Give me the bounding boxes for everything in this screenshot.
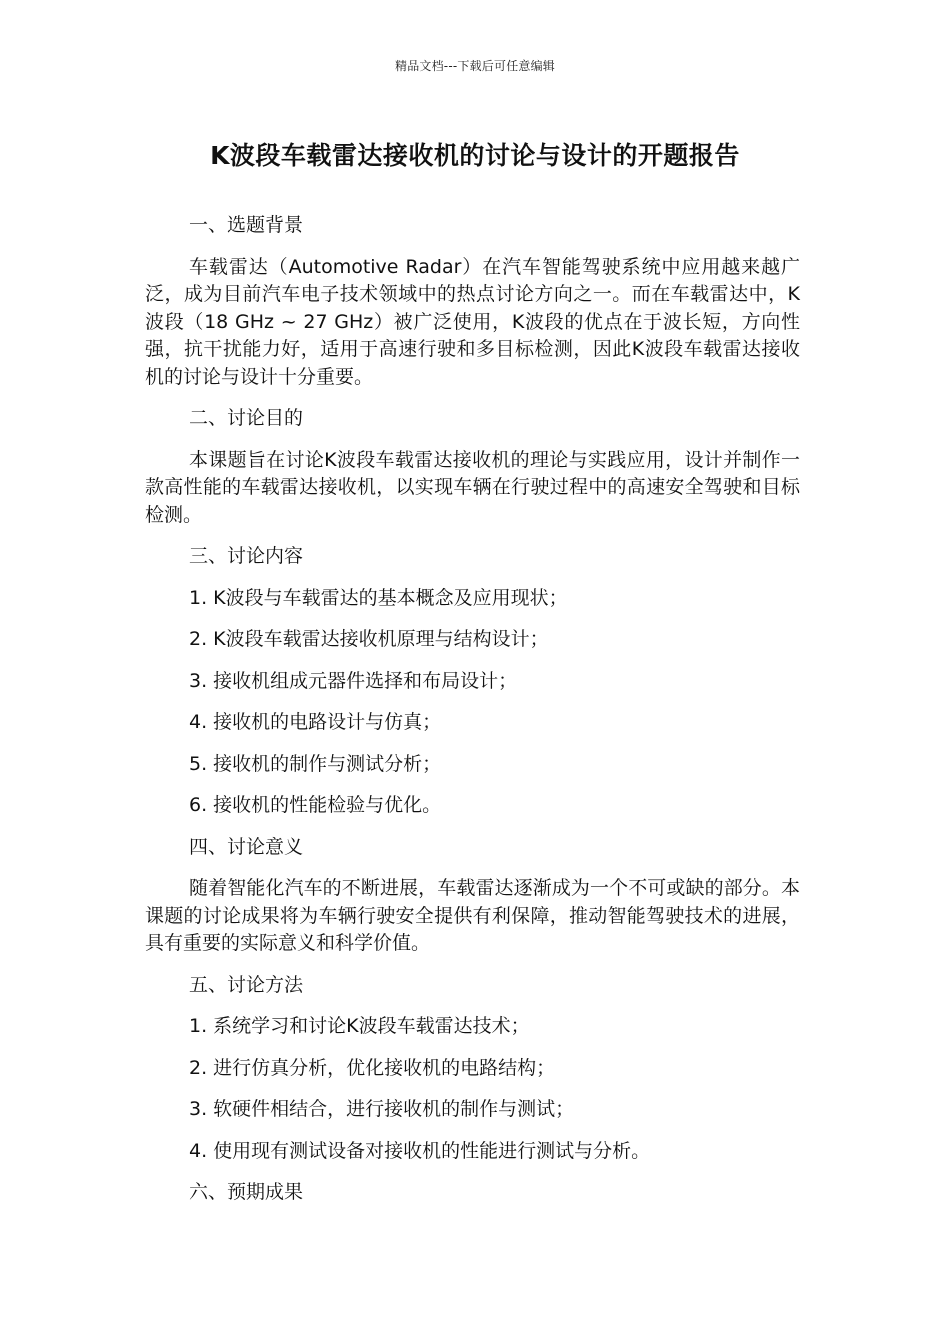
section-heading-content: 三、讨论内容: [189, 545, 304, 567]
document-body: [145, 212, 800, 1207]
section-heading-background: 一、选题背景: [189, 214, 304, 236]
list-item: 3. 接收机组成元器件选择和布局设计；: [189, 669, 518, 692]
header-note: 精品文档---下载后可任意编辑: [395, 59, 555, 73]
list-item: 1. 系统学习和讨论K波段车载雷达技术；: [189, 1015, 530, 1037]
list-item: 6. 接收机的性能检验与优化。: [189, 794, 442, 816]
list-item: 2. 进行仿真分析，优化接收机的电路结构；: [189, 1056, 556, 1079]
document-title: K波段车载雷达接收机的讨论与设计的开题报告: [210, 141, 740, 170]
list-item: 3. 软硬件相结合，进行接收机的制作与测试；: [189, 1098, 575, 1120]
list-item: 4. 使用现有测试设备对接收机的性能进行测试与分析。: [189, 1139, 651, 1162]
section-heading-methods: 五、讨论方法: [189, 973, 304, 996]
section-heading-purpose: 二、讨论目的: [189, 407, 304, 429]
list-item: 2. K波段车载雷达接收机原理与结构设计；: [189, 628, 549, 650]
list-item: 5. 接收机的制作与测试分析；: [189, 752, 442, 775]
section-heading-outcomes: 六、预期成果: [189, 1181, 304, 1203]
list-item: 1. K波段与车载雷达的基本概念及应用现状；: [189, 586, 568, 609]
paragraph-significance: 随着智能化汽车的不断进展，车载雷达逐渐成为一个不可或缺的部分。本课题的讨论成果将为车辆行驶安全提供有利保障，推动智能驾驶技术的进展，具有重要的实际意义和科学价值。: [145, 877, 800, 954]
section-heading-significance: 四、讨论意义: [189, 835, 304, 858]
paragraph-background: 车载雷达（Automotive Radar）在汽车智能驾驶系统中应用越来越广泛，成为目前汽车电子技术领域中的热点讨论方向之一。而在车载雷达中，K波段（18 GHz ~ 27 GHz）被广泛使用，K波段的优点在于波长短，方向性强，抗干扰能力好，适用于高速行驶和多目标检测，因此K波段车载雷达接收机的讨论与设计十分重要。: [145, 255, 800, 388]
paragraph-purpose: 本课题旨在讨论K波段车载雷达接收机的理论与实践应用，设计并制作一款高性能的车载雷达接收机，以实现车辆在行驶过程中的高速安全驾驶和目标检测。: [145, 448, 800, 526]
list-item: 4. 接收机的电路设计与仿真；: [189, 711, 442, 733]
